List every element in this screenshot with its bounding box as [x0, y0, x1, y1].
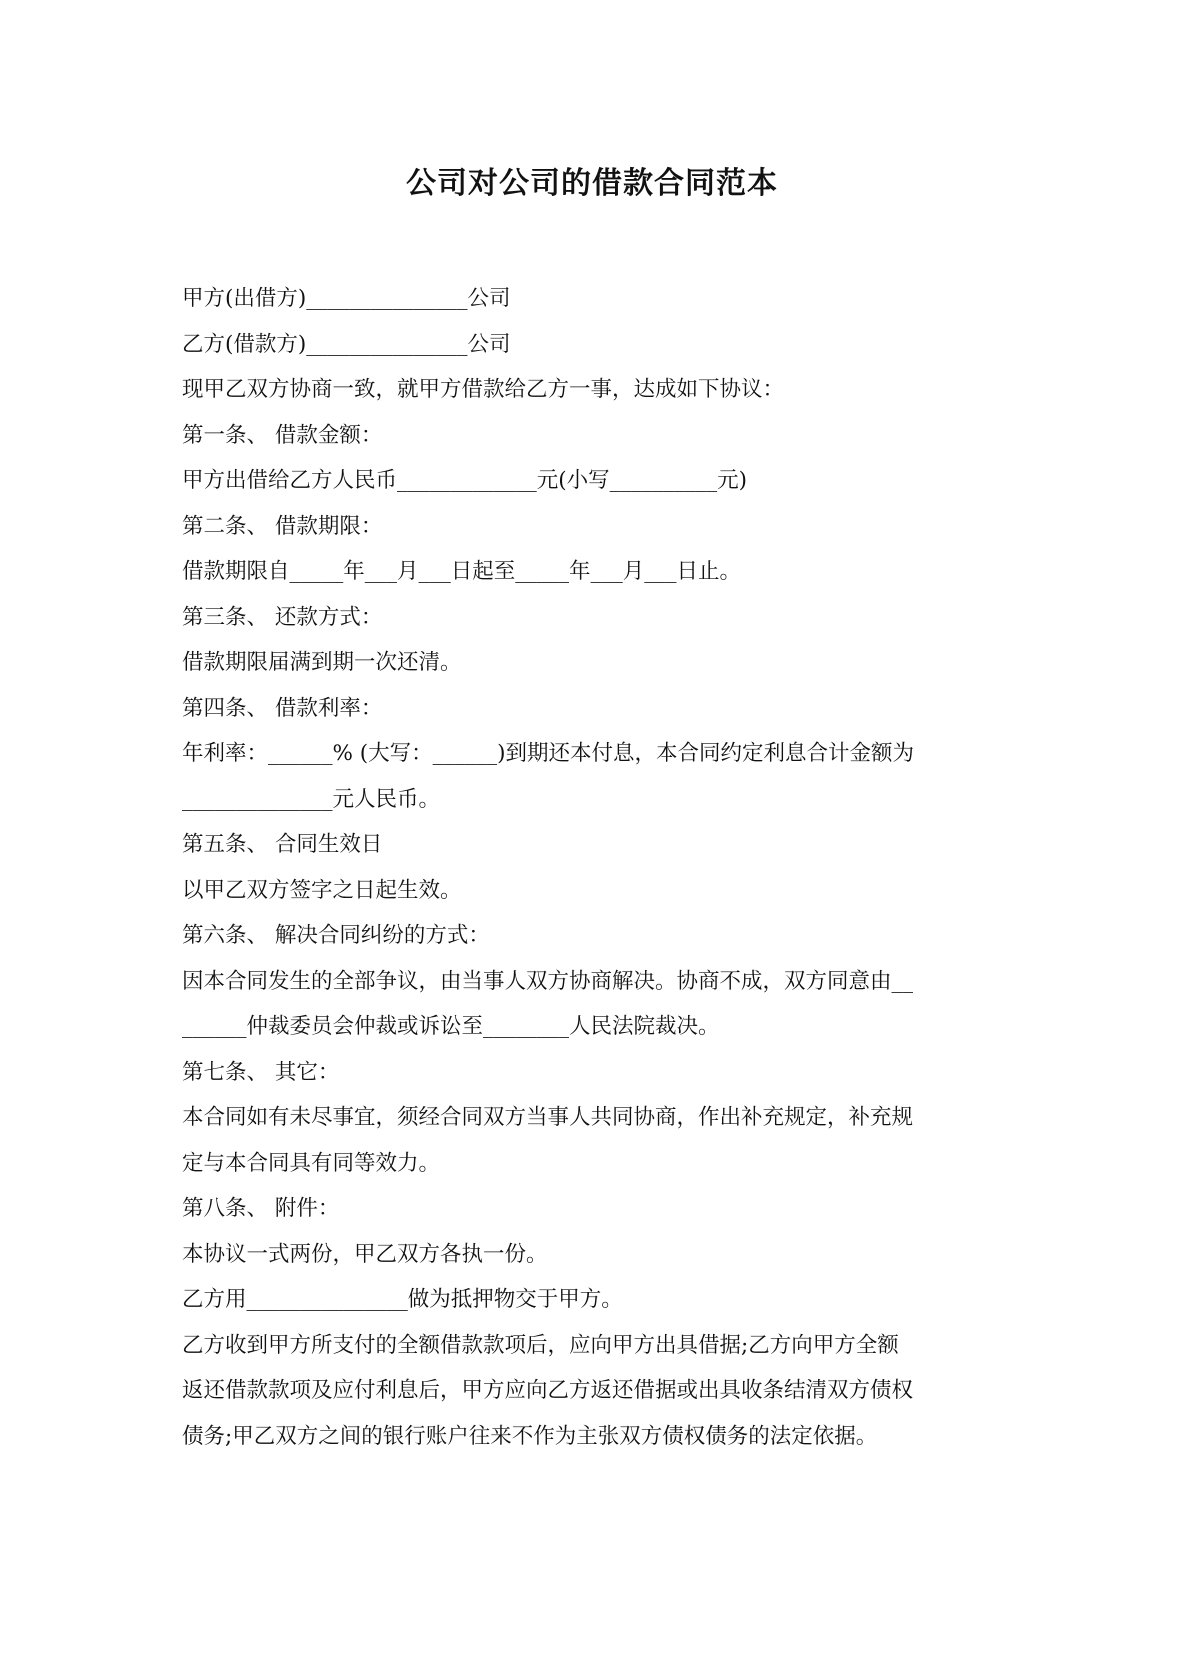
article-heading: 第七条、 其它：	[182, 1059, 340, 1085]
text-line: 甲方(出借方)_______________公司	[182, 286, 511, 311]
text-line: 债务;甲乙双方之间的银行账户往来不作为主张双方债权债务的法定依据。	[182, 1423, 878, 1449]
text-line: 返还借款款项及应付利息后，甲方应向乙方返还借据或出具收条结清双方债权	[182, 1378, 914, 1403]
text-line: 乙方收到甲方所支付的全额借款款项后，应向甲方出具借据;乙方向甲方全额	[182, 1332, 899, 1358]
article-heading: 第四条、 借款利率：	[182, 695, 383, 721]
article-heading: 第二条、 借款期限：	[182, 513, 383, 539]
document-body	[182, 276, 1012, 1459]
text-line: 借款期限届满到期一次还清。	[182, 650, 462, 675]
article-heading: 第五条、 合同生效日	[182, 832, 383, 857]
text-line: 本协议一式两份，甲乙双方各执一份。	[182, 1241, 548, 1267]
text-line: 本合同如有未尽事宜，须经合同双方当事人共同协商，作出补充规定，补充规	[182, 1105, 914, 1130]
article-heading: 第八条、 附件：	[182, 1196, 340, 1221]
text-line: 甲方出借给乙方人民币_____________元(小写__________元)	[182, 468, 748, 493]
text-line: 以甲乙双方签字之日起生效。	[182, 877, 462, 903]
article-heading: 第六条、 解决合同纠纷的方式：	[182, 923, 490, 948]
article-heading: 第一条、 借款金额：	[182, 422, 383, 448]
text-line: 现甲乙双方协商一致，就甲方借款给乙方一事，达成如下协议：	[182, 377, 785, 402]
text-line: 年利率：______% (大写：______)到期还本付息，本合同约定利息合计金额为	[182, 741, 915, 766]
text-line: ______仲裁委员会仲裁或诉讼至________人民法院裁决。	[182, 1014, 720, 1039]
document-title: 公司对公司的借款合同范本	[406, 166, 778, 201]
text-line: 因本合同发生的全部争议，由当事人双方协商解决。协商不成，双方同意由__	[182, 968, 914, 994]
text-line: 借款期限自_____年___月___日起至_____年___月___日止。	[182, 559, 742, 584]
text-line: 乙方(借款方)_______________公司	[182, 331, 511, 357]
text-line: 乙方用_______________做为抵押物交于甲方。	[182, 1287, 623, 1312]
article-heading: 第三条、 还款方式：	[182, 604, 383, 630]
text-line: 定与本合同具有同等效力。	[182, 1150, 441, 1176]
text-line: ______________元人民币。	[182, 786, 441, 812]
